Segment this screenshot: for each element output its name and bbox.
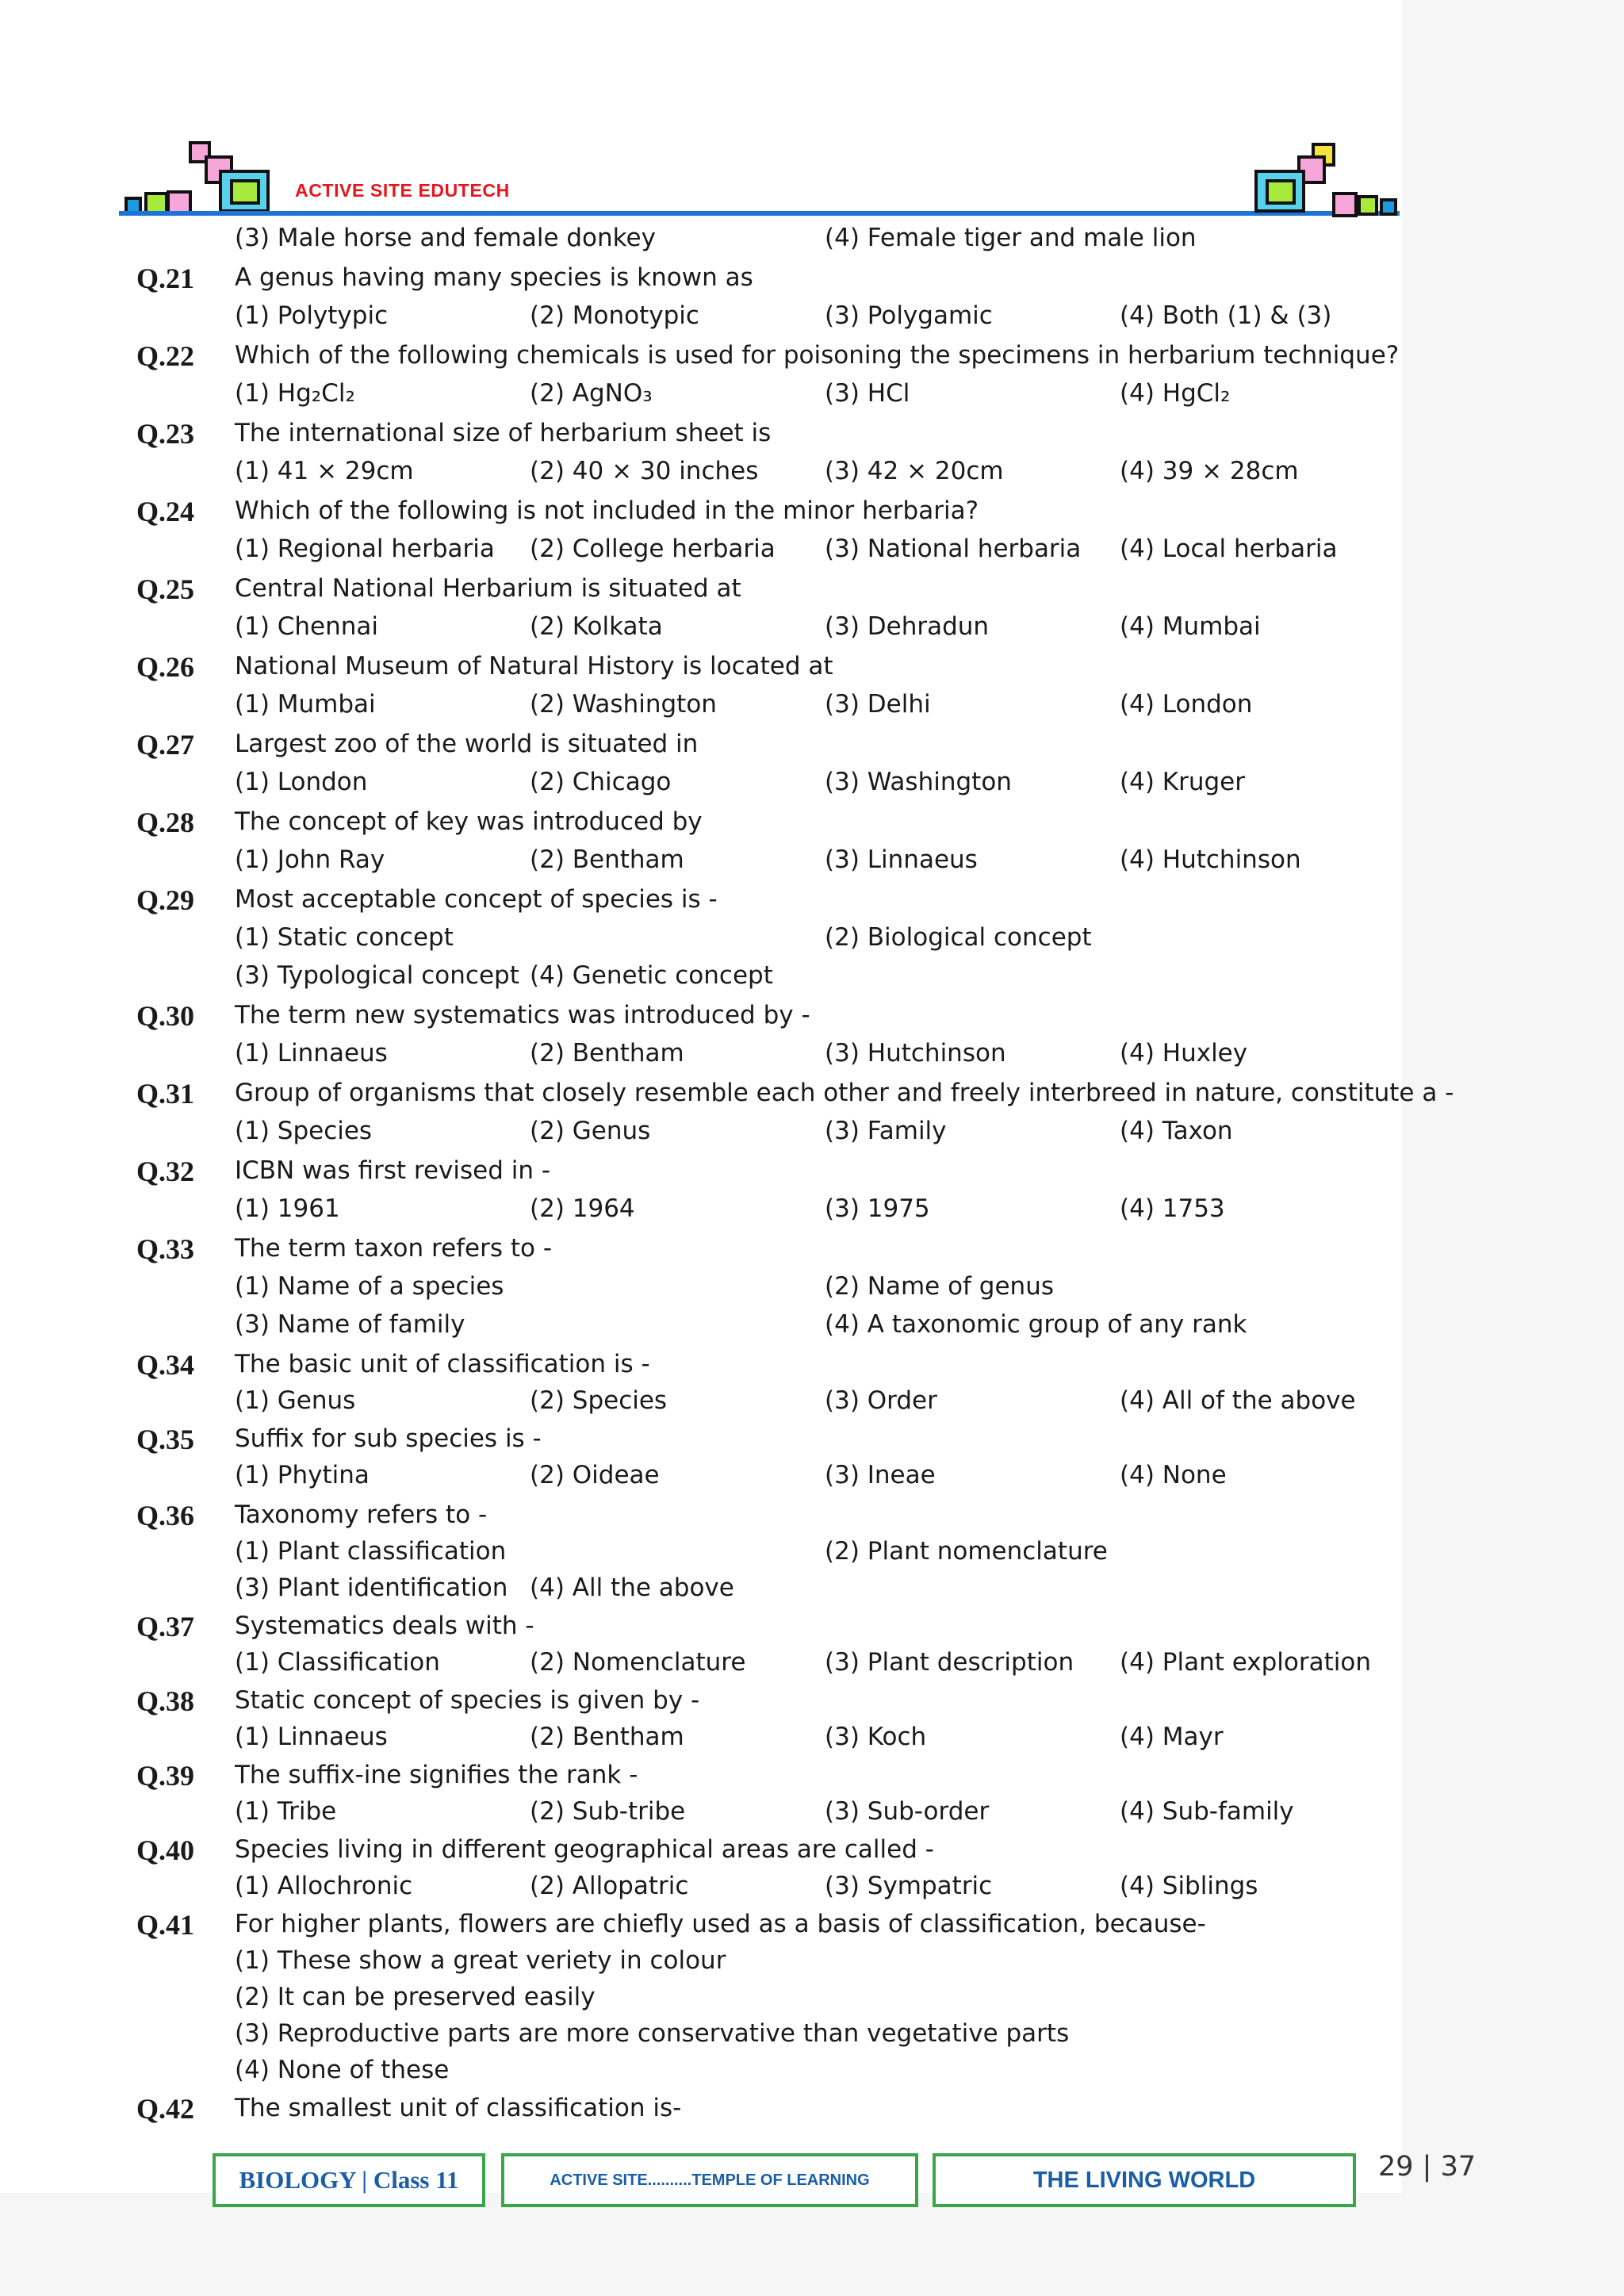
option: (1) Hg₂Cl₂: [235, 379, 355, 408]
question-number: Q.40: [136, 1834, 195, 1866]
option: (3) Koch: [825, 1723, 927, 1751]
question-text: The concept of key was introduced by: [235, 807, 703, 836]
question-text: Which of the following chemicals is used for poisoning the specimens in herbarium technique?: [235, 341, 1400, 370]
option: (1) Linnaeus: [235, 1723, 388, 1751]
option: (4) Kruger: [1120, 768, 1245, 796]
footer-subject: BIOLOGY | Class 11: [213, 2153, 485, 2207]
question-text: Group of organisms that closely resemble each other and freely interbreed in nature, constitute a -: [235, 1079, 1454, 1107]
option: (2) Name of genus: [825, 1272, 1055, 1301]
option: (3) Hutchinson: [825, 1039, 1006, 1068]
question-number: Q.27: [136, 729, 195, 761]
option: (1) Polytypic: [235, 301, 389, 330]
option: (1) Static concept: [235, 923, 454, 952]
option: (3) Typological concept: [235, 961, 519, 990]
option: (3) Order: [825, 1386, 937, 1415]
option: (1) Phytina: [235, 1461, 370, 1489]
question-text: Most acceptable concept of species is -: [235, 885, 718, 914]
option: (1) London: [235, 768, 368, 796]
option: (4) Both (1) & (3): [1120, 301, 1332, 330]
option: (3) Washington: [825, 768, 1012, 796]
option: (4) Hutchinson: [1120, 845, 1301, 874]
option: (1) Regional herbaria: [235, 535, 495, 563]
option: (2) Nomenclature: [530, 1648, 746, 1677]
question-number: Q.23: [136, 418, 195, 450]
question-text: The international size of herbarium sheet is: [235, 419, 772, 447]
question-number: Q.25: [136, 573, 195, 605]
option: (4) Local herbaria: [1120, 535, 1338, 563]
option: (2) Chicago: [530, 768, 672, 796]
question-number: Q.29: [136, 884, 195, 916]
question-number: Q.38: [136, 1685, 195, 1717]
question-number: Q.32: [136, 1156, 195, 1187]
option: (4) All the above: [530, 1573, 734, 1602]
option: (3) 1975: [825, 1194, 930, 1223]
question-number: Q.31: [136, 1078, 195, 1110]
option: (2) Sub-tribe: [530, 1797, 686, 1826]
question-number: Q.21: [136, 263, 195, 294]
option: (4) Siblings: [1120, 1872, 1258, 1900]
question-text: A genus having many species is known as: [235, 263, 753, 292]
question-number: Q.34: [136, 1349, 195, 1381]
question-number: Q.30: [136, 1000, 195, 1032]
option: (3) Delhi: [825, 690, 931, 719]
option: (3) Sympatric: [825, 1872, 993, 1900]
option: (2) Washington: [530, 690, 717, 719]
option: (3) Plant description: [825, 1648, 1074, 1677]
option: (2) It can be preserved easily: [235, 1983, 596, 2011]
option: (1) Chennai: [235, 612, 379, 641]
option: (3) National herbaria: [825, 535, 1082, 563]
option: (1) Allochronic: [235, 1872, 413, 1900]
option: (3) Plant identification: [235, 1573, 508, 1602]
option: (4) None: [1120, 1461, 1227, 1489]
option: (2) AgNO₃: [530, 379, 653, 408]
option: (3) Name of family: [235, 1310, 465, 1339]
question-text: National Museum of Natural History is located at: [235, 652, 833, 680]
option: (2) Biological concept: [825, 923, 1092, 952]
option: (3) 42 × 20cm: [825, 457, 1004, 485]
option: (1) Plant classification: [235, 1537, 507, 1566]
question-text: Which of the following is not included in the minor herbaria?: [235, 496, 979, 525]
option: (4) Mayr: [1120, 1723, 1224, 1751]
question-number: Q.37: [136, 1611, 195, 1642]
brand-title: ACTIVE SITE EDUTECH: [295, 180, 510, 201]
question-number: Q.28: [136, 807, 195, 838]
option: (2) 40 × 30 inches: [530, 457, 759, 485]
question-number: Q.26: [136, 651, 195, 683]
option: (1) Tribe: [235, 1797, 337, 1826]
option: (4) All of the above: [1120, 1386, 1356, 1415]
option: (3) Dehradun: [825, 612, 990, 641]
continuation-option-4: (4) Female tiger and male lion: [825, 224, 1197, 252]
question-number: Q.41: [136, 1909, 195, 1941]
question-text: Suffix for sub species is -: [235, 1424, 542, 1453]
question-text: The smallest unit of classification is-: [235, 2094, 682, 2122]
option: (2) Plant nomenclature: [825, 1537, 1108, 1566]
question-text: The term new systematics was introduced by -: [235, 1001, 810, 1029]
question-text: Species living in different geographical areas are called -: [235, 1835, 934, 1864]
option: (1) These show a great veriety in colour: [235, 1946, 726, 1975]
question-text: For higher plants, flowers are chiefly used as a basis of classification, because-: [235, 1910, 1206, 1938]
option: (2) Oideae: [530, 1461, 660, 1489]
page-number: 29 | 37: [1378, 2151, 1477, 2183]
option: (2) Allopatric: [530, 1872, 689, 1900]
option: (4) 39 × 28cm: [1120, 457, 1299, 485]
question-text: The basic unit of classification is -: [235, 1350, 650, 1378]
question-text: Systematics deals with -: [235, 1612, 534, 1640]
option: (3) Linnaeus: [825, 845, 978, 874]
option: (3) Family: [825, 1117, 947, 1145]
question-number: Q.42: [136, 2093, 195, 2125]
option: (3) Polygamic: [825, 301, 993, 330]
option: (4) Sub-family: [1120, 1797, 1294, 1826]
option: (2) Species: [530, 1386, 668, 1415]
question-text: ICBN was first revised in -: [235, 1156, 551, 1185]
continuation-option-3: (3) Male horse and female donkey: [235, 224, 656, 252]
option: (4) None of these: [235, 2056, 450, 2084]
option: (2) Bentham: [530, 1723, 684, 1751]
option: (1) Species: [235, 1117, 373, 1145]
option: (1) Mumbai: [235, 690, 376, 719]
option: (2) Kolkata: [530, 612, 663, 641]
option: (2) Bentham: [530, 845, 684, 874]
option: (1) Classification: [235, 1648, 440, 1677]
question-number: Q.35: [136, 1424, 195, 1455]
option: (3) Reproductive parts are more conservative than vegetative parts: [235, 2019, 1070, 2048]
question-number: Q.24: [136, 496, 195, 527]
option: (2) College herbaria: [530, 535, 776, 563]
question-text: Largest zoo of the world is situated in: [235, 730, 699, 758]
option: (4) 1753: [1120, 1194, 1225, 1223]
option: (1) Genus: [235, 1386, 356, 1415]
option: (1) 41 × 29cm: [235, 457, 414, 485]
question-number: Q.36: [136, 1500, 195, 1531]
option: (4) HgCl₂: [1120, 379, 1231, 408]
option: (3) Sub-order: [825, 1797, 990, 1826]
option: (1) John Ray: [235, 845, 385, 874]
question-number: Q.39: [136, 1760, 195, 1792]
page-bottom-shade: [0, 2193, 1624, 2296]
question-text: The suffix-ine signifies the rank -: [235, 1761, 638, 1789]
page-margin-shade: [1402, 0, 1624, 2296]
question-text: The term taxon refers to -: [235, 1234, 553, 1263]
option: (3) Ineae: [825, 1461, 936, 1489]
question-text: Static concept of species is given by -: [235, 1686, 700, 1715]
question-number: Q.33: [136, 1233, 195, 1265]
option: (2) 1964: [530, 1194, 635, 1223]
option: (2) Bentham: [530, 1039, 684, 1068]
option: (4) A taxonomic group of any rank: [825, 1310, 1247, 1339]
question-text: Taxonomy refers to -: [235, 1501, 488, 1529]
option: (1) Linnaeus: [235, 1039, 388, 1068]
option: (4) London: [1120, 690, 1253, 719]
footer-tagline: ACTIVE SITE..........TEMPLE OF LEARNING: [501, 2153, 918, 2207]
question-text: Central National Herbarium is situated at: [235, 574, 741, 603]
question-number: Q.22: [136, 340, 195, 372]
option: (3) HCl: [825, 379, 910, 408]
option: (4) Plant exploration: [1120, 1648, 1371, 1677]
option: (1) 1961: [235, 1194, 340, 1223]
option: (1) Name of a species: [235, 1272, 504, 1301]
option: (4) Mumbai: [1120, 612, 1261, 641]
footer-chapter: THE LIVING WORLD: [933, 2153, 1356, 2207]
option: (2) Monotypic: [530, 301, 699, 330]
header-rule: [119, 211, 1400, 216]
option: (4) Huxley: [1120, 1039, 1248, 1068]
option: (4) Genetic concept: [530, 961, 773, 990]
option: (4) Taxon: [1120, 1117, 1233, 1145]
option: (2) Genus: [530, 1117, 651, 1145]
